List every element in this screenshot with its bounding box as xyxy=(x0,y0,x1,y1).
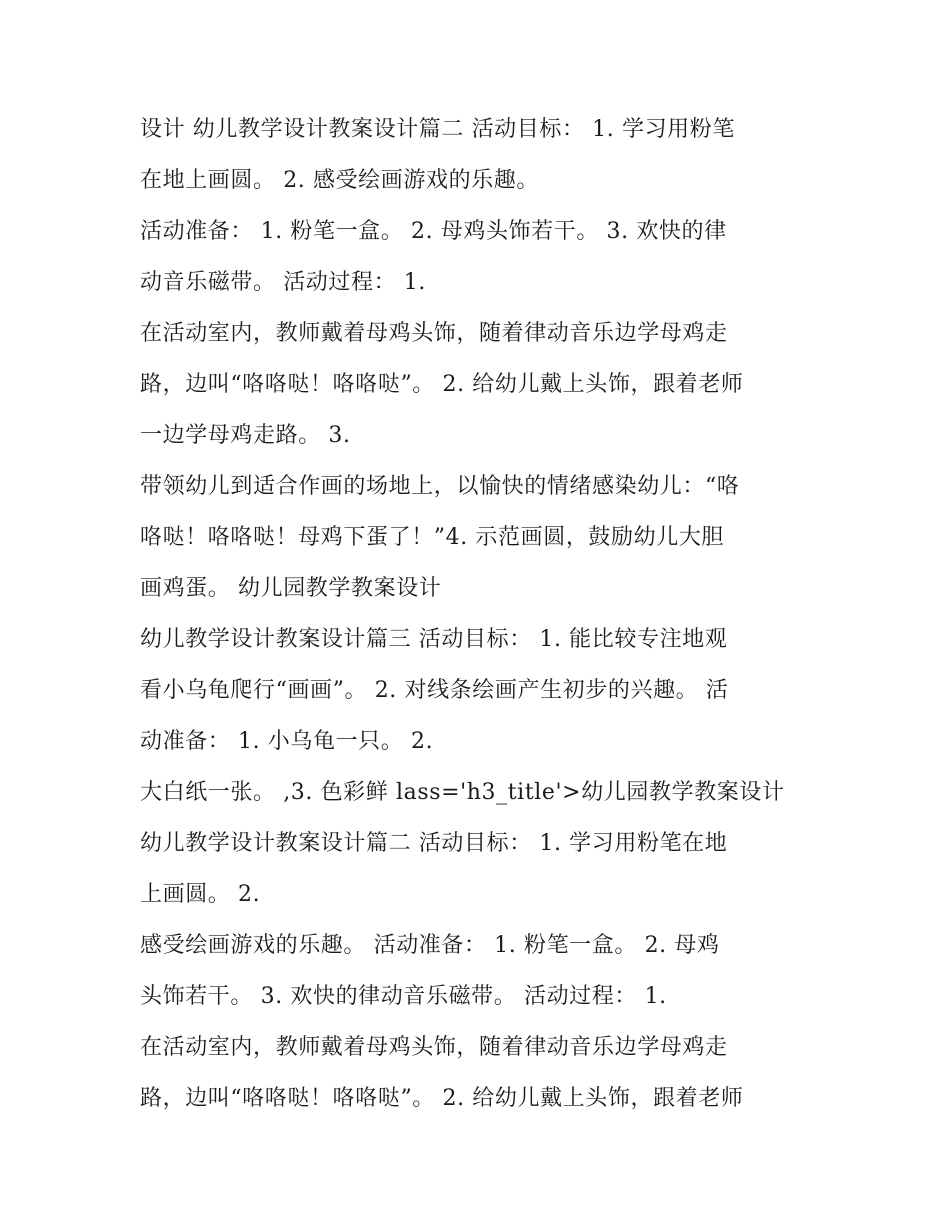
text-line: 感受绘画游戏的乐趣。 活动准备： 1. 粉笔一盒。 2. 母鸡 xyxy=(140,933,720,958)
text-line: 幼儿教学设计教案设计篇三 活动目标： 1. 能比较专注地观 xyxy=(140,627,728,652)
text-line: 一边学母鸡走路。 3. xyxy=(140,423,351,448)
text-line: 头饰若干。 3. 欢快的律动音乐磁带。 活动过程： 1. xyxy=(140,984,667,1009)
text-line: 上画圆。 2. xyxy=(140,882,261,907)
document-body xyxy=(140,104,820,1124)
text-line: 路，边叫“咯咯哒！咯咯哒”。 2. 给幼儿戴上头饰，跟着老师 xyxy=(140,372,744,397)
text-line: 在活动室内，教师戴着母鸡头饰，随着律动音乐边学母鸡走 xyxy=(140,321,728,346)
text-line: 幼儿教学设计教案设计篇二 活动目标： 1. 学习用粉笔在地 xyxy=(140,831,728,856)
text-line: 在活动室内，教师戴着母鸡头饰，随着律动音乐边学母鸡走 xyxy=(140,1035,728,1060)
text-line: 设计 幼儿教学设计教案设计篇二 活动目标： 1. 学习用粉笔 xyxy=(140,117,735,142)
text-line: 画鸡蛋。 幼儿园教学教案设计 xyxy=(140,576,442,601)
text-line: 动准备： 1. 小乌龟一只。 2. xyxy=(140,729,434,754)
text-line: 路，边叫“咯咯哒！咯咯哒”。 2. 给幼儿戴上头饰，跟着老师 xyxy=(140,1086,744,1111)
text-line: 大白纸一张。 ,3. 色彩鲜 lass='h3_title'>幼儿园教学教案设计 xyxy=(140,780,785,805)
text-line: 活动准备： 1. 粉笔一盒。 2. 母鸡头饰若干。 3. 欢快的律 xyxy=(140,219,727,244)
text-line: 咯哒！咯咯哒！母鸡下蛋了！”4. 示范画圆，鼓励幼儿大胆 xyxy=(140,525,725,550)
text-line: 带领幼儿到适合作画的场地上，以愉快的情绪感染幼儿：“咯 xyxy=(140,474,740,499)
text-line: 看小乌龟爬行“画画”。 2. 对线条绘画产生初步的兴趣。 活 xyxy=(140,678,729,703)
text-line: 动音乐磁带。 活动过程： 1. xyxy=(140,270,426,295)
text-line: 在地上画圆。 2. 感受绘画游戏的乐趣。 xyxy=(140,168,539,193)
